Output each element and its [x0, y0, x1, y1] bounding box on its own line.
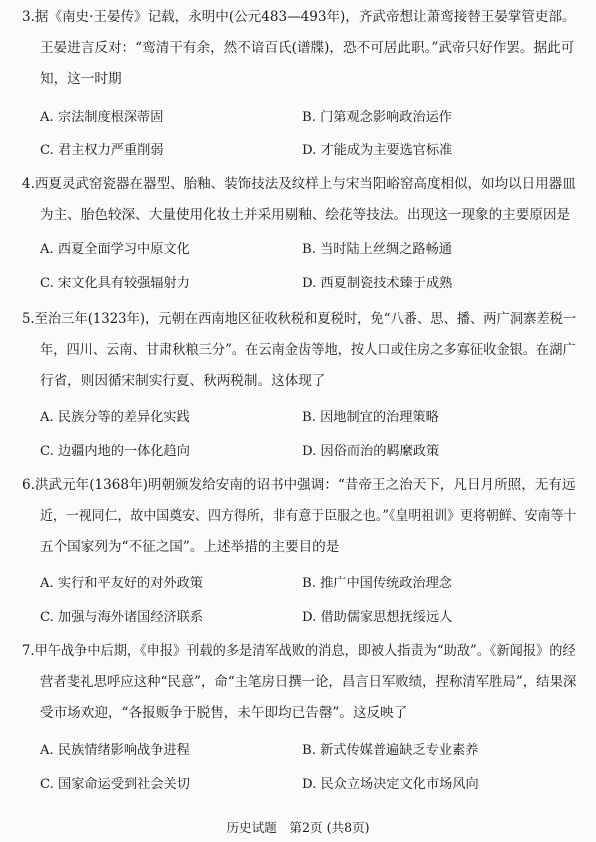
option-d: D. 西夏制瓷技术臻于成熟: [302, 276, 453, 291]
question-stem-line: 知，这一时期: [40, 71, 122, 87]
option-c: C. 边疆内地的一体化趋向: [40, 444, 190, 459]
option-c: C. 加强与海外诸国经济联系: [40, 610, 204, 625]
question-stem-line: 6.洪武元年(1368年)明朝颁发给安南的诏书中强调：“昔帝王之治天下，凡日月所照，无有远: [22, 477, 576, 493]
question-stem-line: 3.据《南史·王晏传》记载，永明中(公元483—493年)，齐武帝想让萧鸾接替王晏掌管吏部。: [22, 9, 576, 25]
question-stem-line: 5.至治三年(1323年)，元朝在西南地区征收秋税和夏税时，免“八番、思、播、两广洞寨差税一: [22, 311, 577, 327]
option-d: D. 民众立场决定文化市场风向: [302, 777, 479, 792]
question-stem-line: 营者斐礼思呼应这种“民意”，命“主笔房日撰一论，昌言日军败绩，捏称清军胜局”，结果深: [40, 674, 577, 690]
question-stem-line: 4.西夏灵武窑瓷器在器型、胎釉、装饰技法及纹样上与宋当阳峪窑高度相似，如均以日用器皿: [22, 176, 576, 192]
option-a: A. 西夏全面学习中原文化: [40, 242, 190, 257]
question-stem-line: 近，一视同仁，故中国奠安、四方得所，非有意于臣服之也。”《皇明祖训》更将朝鲜、安南等十: [40, 508, 577, 524]
option-c: C. 宋文化具有较强辐射力: [40, 276, 190, 291]
option-d: D. 因俗而治的羁縻政策: [302, 444, 440, 459]
option-a: A. 民族分等的差异化实践: [40, 410, 190, 425]
page-footer: 历史试题 第2页 (共8页): [226, 820, 370, 835]
question-stem-line: 行省，则因循宋制实行夏、秋两税制。这体现了: [40, 373, 326, 389]
option-a: A. 民族情绪影响战争进程: [40, 743, 190, 758]
option-d: D. 借助儒家思想抚绥远人: [302, 610, 453, 625]
option-c: C. 君主权力严重削弱: [40, 143, 164, 158]
option-b: B. 新式传媒普遍缺乏专业素养: [302, 743, 479, 758]
option-b: B. 当时陆上丝绸之路畅通: [302, 242, 452, 257]
option-b: B. 推广中国传统政治理念: [302, 576, 452, 591]
option-b: B. 门第观念影响政治运作: [302, 110, 452, 125]
option-b: B. 因地制宜的治理策略: [302, 410, 439, 425]
question-stem-line: 王晏进言反对：“鸾清干有余，然不谙百氏(谱牒)，恐不可居此职。”武帝只好作罢。据此可: [40, 40, 575, 56]
question-stem-line: 受市场欢迎，“各报贩争于脱售，未午即均已告罄”。这反映了: [40, 705, 408, 721]
question-stem-line: 五个国家列为“不征之国”。上述举措的主要目的是: [40, 539, 340, 555]
question-stem-line: 7.甲午战争中后期，《申报》刊载的多是清军战败的消息，即被人指责为“助敌”。《新闻报》的经: [22, 643, 576, 659]
question-stem-line: 为主、胎色较深、大量使用化妆土并采用剔釉、绘花等技法。出现这一现象的主要原因是: [40, 207, 571, 223]
option-d: D. 才能成为主要选官标准: [302, 143, 453, 158]
option-a: A. 宗法制度根深蒂固: [40, 110, 164, 125]
option-a: A. 实行和平友好的对外政策: [40, 576, 203, 591]
option-c: C. 国家命运受到社会关切: [40, 777, 190, 792]
question-stem-line: 年，四川、云南、甘肃秋粮三分”。在云南金齿等地，按人口或住房之多寡征收金银。在湖广: [40, 342, 576, 358]
